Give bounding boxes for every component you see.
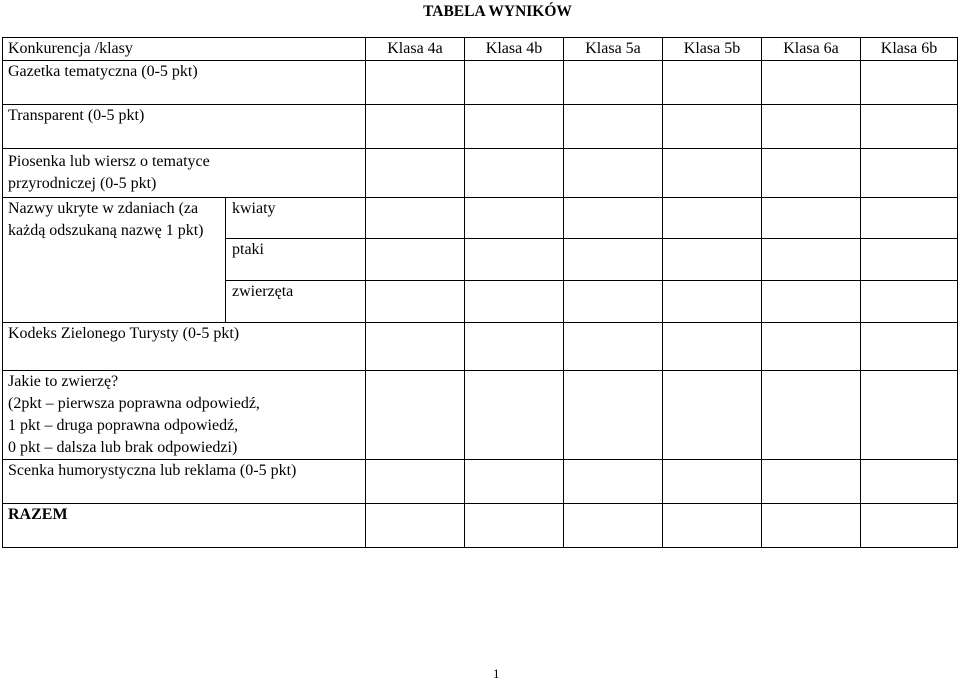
score-cell (861, 239, 958, 281)
class-header: Klasa 5a (564, 38, 663, 61)
score-cell (564, 61, 663, 105)
score-cell (762, 61, 861, 105)
table-row (3, 198, 958, 239)
score-cell (663, 460, 762, 504)
score-cell (366, 281, 465, 323)
score-cell (762, 371, 861, 460)
score-cell (564, 239, 663, 281)
score-cell (366, 105, 465, 149)
score-cell (465, 371, 564, 460)
score-cell (861, 149, 958, 198)
page-title: TABELA WYNIKÓW (423, 3, 572, 20)
score-cell (663, 323, 762, 371)
score-cell (366, 239, 465, 281)
results-table (2, 37, 958, 548)
score-cell (465, 198, 564, 239)
score-cell (465, 281, 564, 323)
sub-label-text: ptaki (232, 241, 264, 258)
row-label (3, 371, 366, 460)
row-label-line: 1 pkt – druga poprawna odpowiedź, (8, 417, 239, 434)
page-number: 1 (493, 666, 500, 681)
row-label-line: (2pkt – pierwsza poprawna odpowiedź, (8, 395, 260, 412)
score-cell (762, 281, 861, 323)
table-row (3, 460, 958, 504)
table-row (3, 61, 958, 105)
row-label: Transparent (0-5 pkt) (3, 105, 366, 149)
total-label: RAZEM (3, 504, 366, 548)
score-cell (465, 460, 564, 504)
score-cell (762, 460, 861, 504)
score-cell (861, 323, 958, 371)
score-cell (762, 323, 861, 371)
score-cell (564, 198, 663, 239)
sub-label-text: zwierzęta (232, 283, 294, 300)
score-cell (663, 61, 762, 105)
score-cell (366, 460, 465, 504)
table-row (3, 323, 958, 371)
score-cell (762, 149, 861, 198)
score-cell (564, 149, 663, 198)
row-label-line: Jakie to zwierzę? (8, 373, 119, 390)
score-cell (861, 371, 958, 460)
sub-label (226, 239, 366, 281)
score-cell (861, 281, 958, 323)
header-row (3, 38, 958, 61)
class-header: Klasa 5b (663, 38, 762, 61)
row-label: Scenka humorystyczna lub reklama (0-5 pkt) (3, 460, 366, 504)
score-cell (861, 61, 958, 105)
score-cell (366, 198, 465, 239)
score-cell (366, 323, 465, 371)
score-cell (564, 460, 663, 504)
table-row (3, 371, 958, 460)
score-cell (861, 198, 958, 239)
score-cell (366, 504, 465, 548)
score-cell (861, 105, 958, 149)
score-cell (366, 149, 465, 198)
header-label: Konkurencja /klasy (3, 38, 366, 61)
score-cell (663, 281, 762, 323)
score-cell (465, 61, 564, 105)
sub-label (226, 281, 366, 323)
score-cell (465, 239, 564, 281)
score-cell (564, 105, 663, 149)
score-cell (762, 504, 861, 548)
score-cell (663, 239, 762, 281)
class-header: Klasa 6b (861, 38, 958, 61)
row-label: Piosenka lub wiersz o tematyce przyrodniczej (0-5 pkt) (3, 149, 366, 198)
table-row (3, 149, 958, 198)
score-cell (366, 61, 465, 105)
score-cell (465, 504, 564, 548)
row-label-line: 0 pkt – dalsza lub brak odpowiedzi) (8, 439, 238, 456)
sub-label-text: kwiaty (232, 200, 276, 217)
row-label: Gazetka tematyczna (0-5 pkt) (3, 61, 366, 105)
score-cell (564, 504, 663, 548)
score-cell (762, 105, 861, 149)
score-cell (663, 105, 762, 149)
table-row (3, 504, 958, 548)
score-cell (861, 460, 958, 504)
score-cell (564, 281, 663, 323)
sub-label (226, 198, 366, 239)
score-cell (465, 323, 564, 371)
score-cell (465, 105, 564, 149)
class-header: Klasa 4a (366, 38, 465, 61)
score-cell (465, 149, 564, 198)
score-cell (564, 323, 663, 371)
score-cell (762, 239, 861, 281)
score-cell (762, 198, 861, 239)
score-cell (663, 198, 762, 239)
score-cell (564, 371, 663, 460)
row-label: Kodeks Zielonego Turysty (0-5 pkt) (3, 323, 366, 371)
score-cell (663, 504, 762, 548)
row-label: Nazwy ukryte w zdaniach (za każdą odszukaną nazwę 1 pkt) (3, 198, 226, 323)
score-cell (663, 371, 762, 460)
table-row (3, 105, 958, 149)
class-header: Klasa 6a (762, 38, 861, 61)
score-cell (663, 149, 762, 198)
score-cell (861, 504, 958, 548)
score-cell (366, 371, 465, 460)
class-header: Klasa 4b (465, 38, 564, 61)
